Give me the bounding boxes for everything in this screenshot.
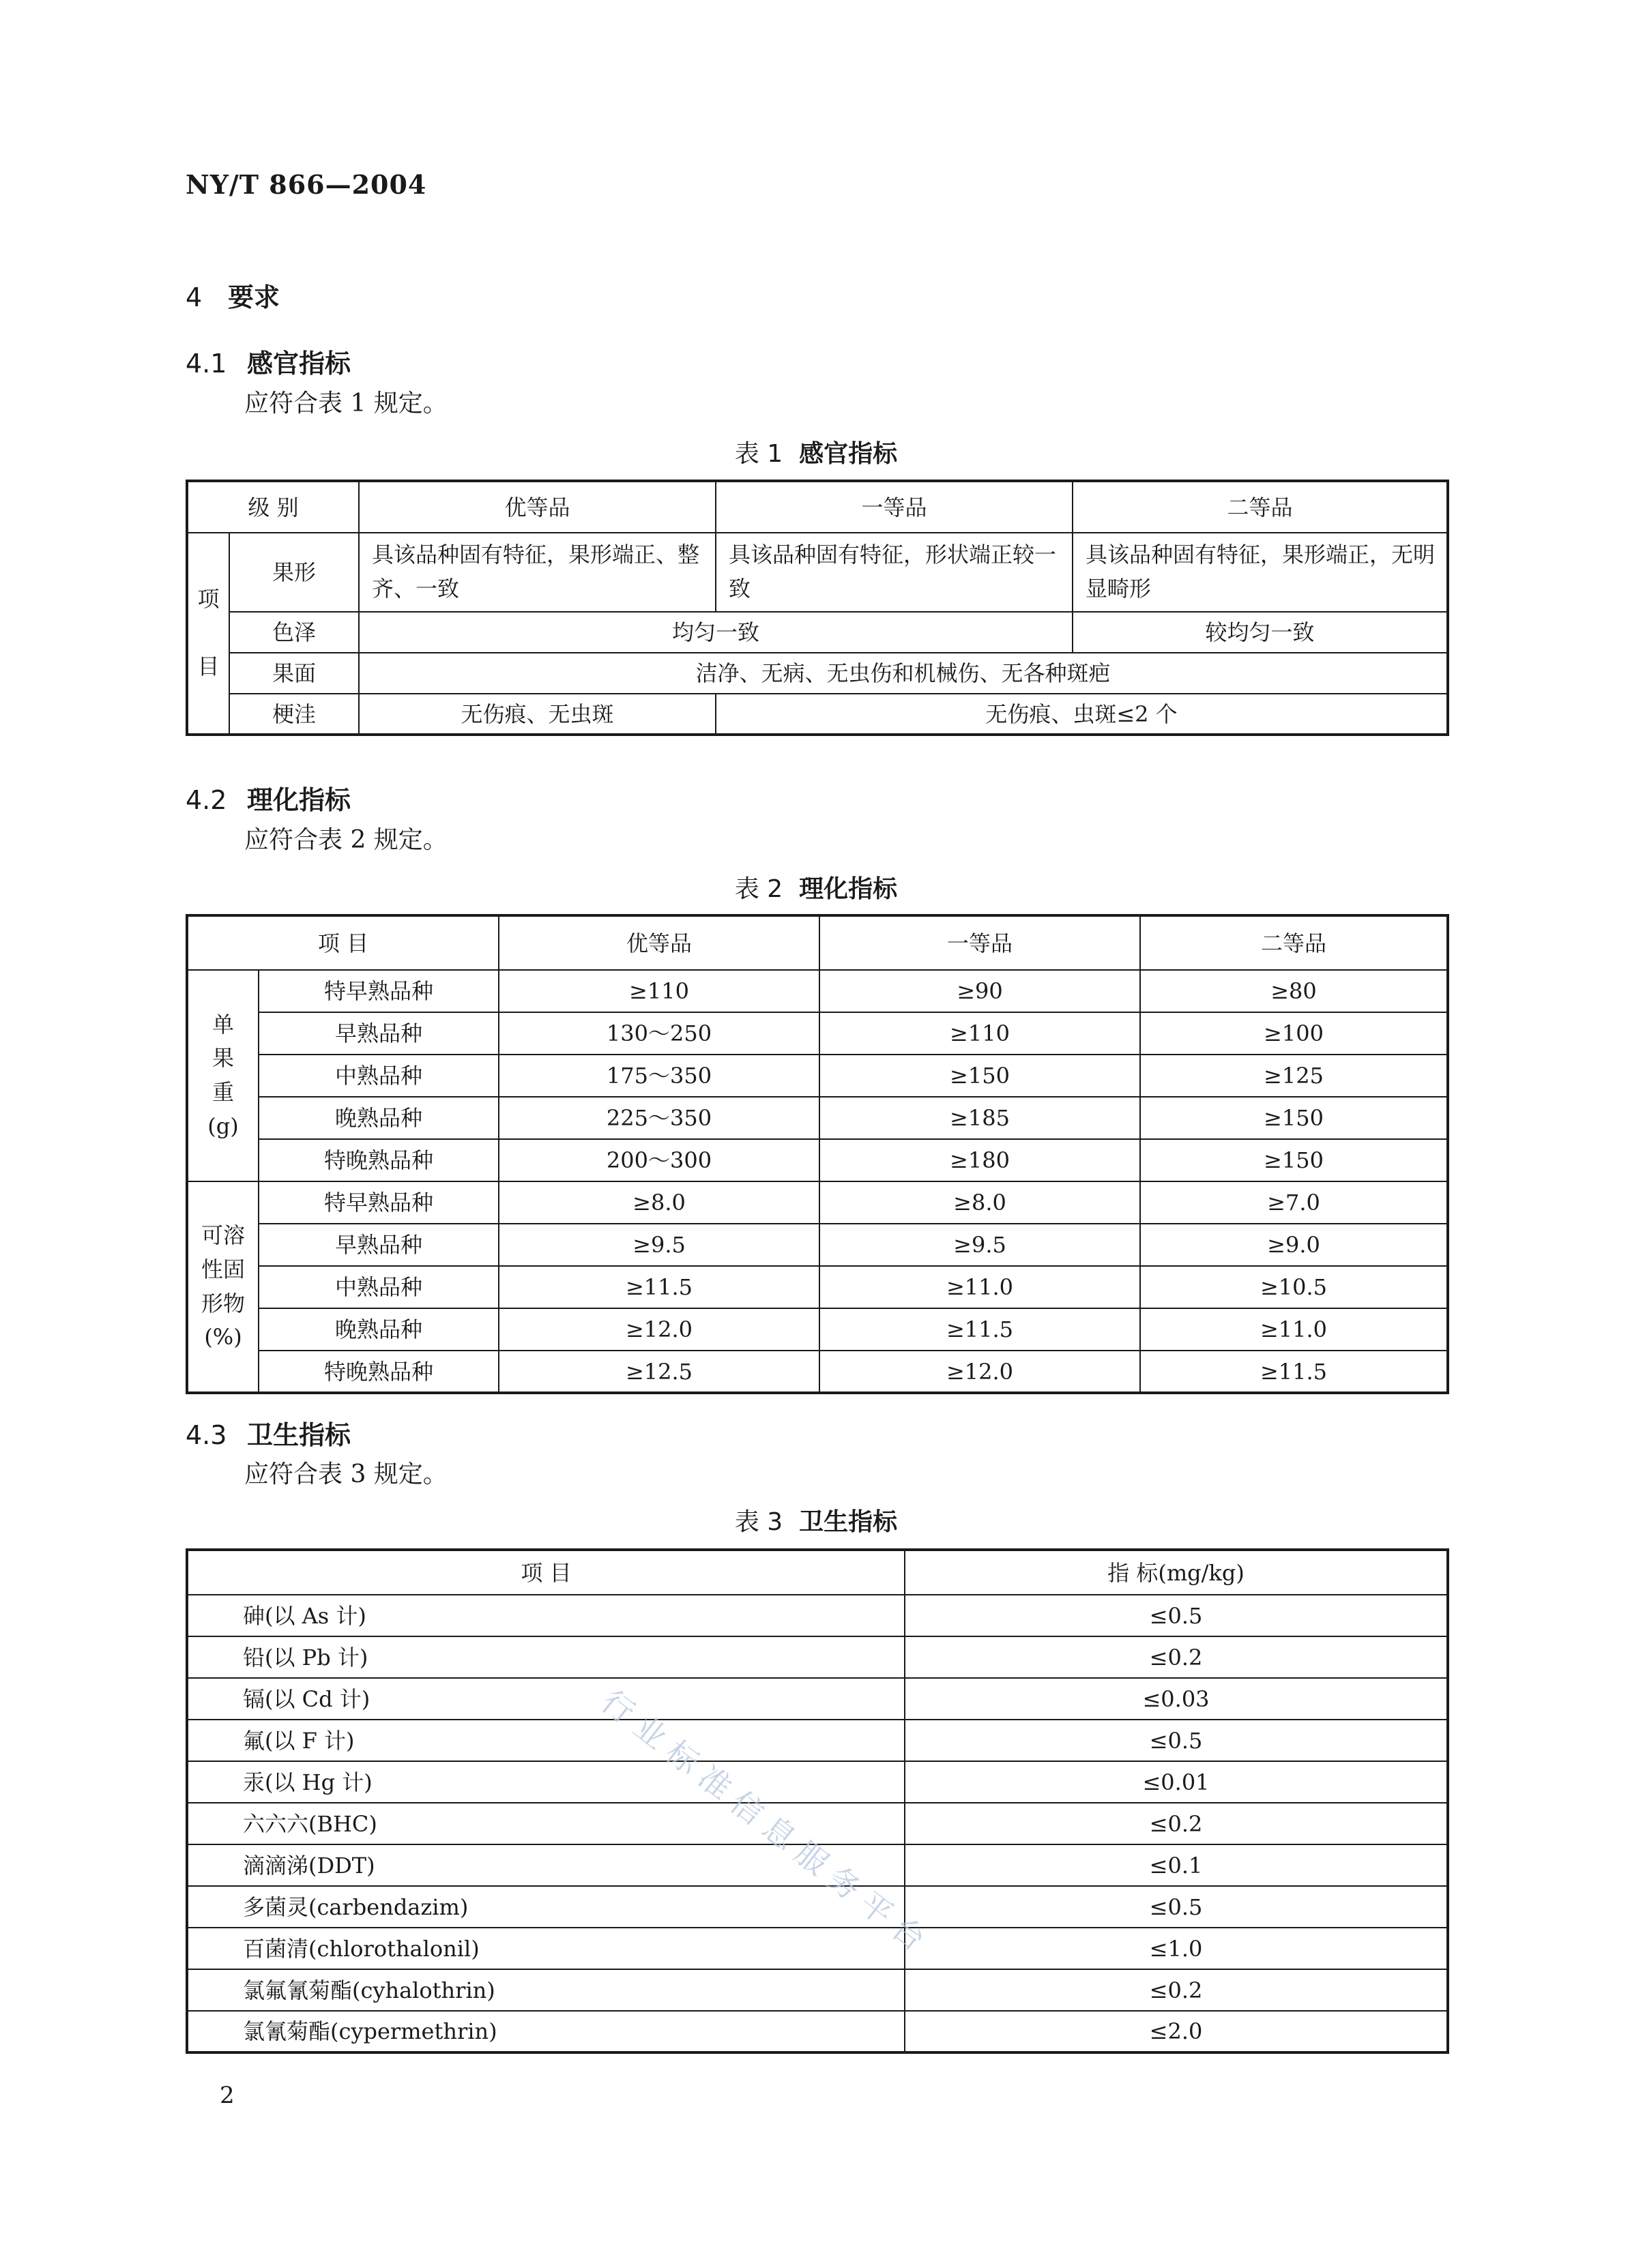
- page-number: 2: [220, 2082, 235, 2109]
- table-1-caption: [186, 435, 1446, 469]
- cell-value: ≤0.2: [905, 1636, 1448, 1678]
- row-label: 晚熟品种: [259, 1097, 499, 1139]
- cell-color-premium-first: 均匀一致: [359, 612, 1073, 653]
- cell-first: ≥9.5: [819, 1224, 1140, 1266]
- table-row: [187, 1595, 1448, 1636]
- table-row: [187, 1969, 1448, 2011]
- row-label-shape: 果形: [229, 533, 359, 612]
- section-4-3-note: 应符合表 3 规定。: [244, 1460, 448, 1488]
- cell-item: 氟(以 F 计): [187, 1720, 905, 1761]
- cell-first: ≥180: [819, 1139, 1140, 1181]
- table-row: [187, 1012, 1448, 1055]
- cell-second: ≥10.5: [1140, 1266, 1448, 1308]
- cell-value: ≤2.0: [905, 2011, 1448, 2052]
- cell-second: ≥150: [1140, 1097, 1448, 1139]
- cell-item: 氯氰菊酯(cypermethrin): [187, 2011, 905, 2052]
- caption-title: 感官指标: [799, 440, 898, 468]
- row-label: 早熟品种: [259, 1012, 499, 1055]
- row-label: 中熟品种: [259, 1266, 499, 1308]
- header-item: 项 目: [187, 1550, 905, 1595]
- cell-value: ≤0.5: [905, 1720, 1448, 1761]
- header-first-grade: 一等品: [819, 915, 1140, 970]
- table-row: [187, 1139, 1448, 1181]
- section-title: 卫生指标: [247, 1420, 351, 1450]
- cell-color-second: 较均匀一致: [1073, 612, 1448, 653]
- table-row: [187, 1636, 1448, 1678]
- cell-value: ≤0.5: [905, 1886, 1448, 1928]
- document-id: NY/T 866—2004: [186, 169, 427, 200]
- table-row-color: [187, 612, 1448, 653]
- cell-premium: ≥12.0: [499, 1308, 819, 1351]
- cell-value: ≤0.03: [905, 1678, 1448, 1720]
- cell-shape-first: 具该品种固有特征，形状端正较一致: [716, 533, 1073, 612]
- header-second-grade: 二等品: [1140, 915, 1448, 970]
- cell-first: ≥110: [819, 1012, 1140, 1055]
- table-header-row: [187, 481, 1448, 533]
- cell-value: ≤0.5: [905, 1595, 1448, 1636]
- cell-value: ≤1.0: [905, 1928, 1448, 1969]
- table-row-shape: [187, 533, 1448, 612]
- group-label-items: 项 目: [187, 533, 229, 735]
- cell-value: ≤0.1: [905, 1844, 1448, 1886]
- table-row: [187, 1224, 1448, 1266]
- header-value: 指 标(mg/kg): [905, 1550, 1448, 1595]
- table-row: [187, 1886, 1448, 1928]
- cell-item: 氯氟氰菊酯(cyhalothrin): [187, 1969, 905, 2011]
- group-label-fruit-weight: 单 果 重 (g): [187, 970, 259, 1181]
- table-header-row: [187, 1550, 1448, 1595]
- section-4-2-note: 应符合表 2 规定。: [244, 826, 448, 854]
- cell-shape-second: 具该品种固有特征，果形端正，无明显畸形: [1073, 533, 1448, 612]
- cell-second: ≥11.5: [1140, 1351, 1448, 1393]
- table-row-stem: [187, 694, 1448, 735]
- header-premium: 优等品: [359, 481, 716, 533]
- cell-second: ≥9.0: [1140, 1224, 1448, 1266]
- cell-premium: 225～350: [499, 1097, 819, 1139]
- cell-item: 铅(以 Pb 计): [187, 1636, 905, 1678]
- cell-second: ≥7.0: [1140, 1181, 1448, 1224]
- table-row-surface: [187, 653, 1448, 694]
- table-row: [187, 1351, 1448, 1393]
- section-number: 4.3: [186, 1420, 227, 1450]
- group-label-soluble-solids: 可溶 性固 形物 (%): [187, 1181, 259, 1393]
- row-label: 特晚熟品种: [259, 1139, 499, 1181]
- row-label: 特早熟品种: [259, 1181, 499, 1224]
- cell-item: 滴滴涕(DDT): [187, 1844, 905, 1886]
- cell-value: ≤0.2: [905, 1803, 1448, 1844]
- cell-premium: ≥12.5: [499, 1351, 819, 1393]
- table-2-physicochemical: [186, 914, 1449, 1394]
- cell-premium: ≥8.0: [499, 1181, 819, 1224]
- section-number: 4: [186, 282, 203, 312]
- table-1-sensory: [186, 480, 1449, 736]
- table-row: [187, 970, 1448, 1012]
- cell-second: ≥11.0: [1140, 1308, 1448, 1351]
- cell-premium: ≥110: [499, 970, 819, 1012]
- caption-number: 表 3: [734, 1508, 783, 1536]
- cell-first: ≥11.0: [819, 1266, 1140, 1308]
- cell-first: ≥185: [819, 1097, 1140, 1139]
- table-row: [187, 2011, 1448, 2052]
- cell-first: ≥8.0: [819, 1181, 1140, 1224]
- cell-item: 百菌清(chlorothalonil): [187, 1928, 905, 1969]
- cell-value: ≤0.01: [905, 1761, 1448, 1803]
- row-label: 中熟品种: [259, 1055, 499, 1097]
- table-3-hygiene: [186, 1548, 1449, 2054]
- cell-premium: 130～250: [499, 1012, 819, 1055]
- row-label: 特晚熟品种: [259, 1351, 499, 1393]
- cell-premium: 200～300: [499, 1139, 819, 1181]
- section-title: 要求: [228, 282, 280, 312]
- section-number: 4.1: [186, 349, 227, 379]
- row-label: 晚熟品种: [259, 1308, 499, 1351]
- cell-item: 汞(以 Hg 计): [187, 1761, 905, 1803]
- cell-first: ≥11.5: [819, 1308, 1140, 1351]
- row-label: 早熟品种: [259, 1224, 499, 1266]
- section-4-2-heading: [186, 779, 351, 816]
- section-4-1-note: 应符合表 1 规定。: [244, 389, 448, 417]
- caption-title: 理化指标: [799, 875, 898, 903]
- header-premium: 优等品: [499, 915, 819, 970]
- caption-number: 表 1: [734, 440, 783, 468]
- section-title: 感官指标: [247, 349, 351, 379]
- cell-item: 镉(以 Cd 计): [187, 1678, 905, 1720]
- table-row: [187, 1928, 1448, 1969]
- cell-first: ≥12.0: [819, 1351, 1140, 1393]
- row-label-color: 色泽: [229, 612, 359, 653]
- cell-second: ≥80: [1140, 970, 1448, 1012]
- cell-first: ≥150: [819, 1055, 1140, 1097]
- cell-item: 六六六(BHC): [187, 1803, 905, 1844]
- cell-premium: 175～350: [499, 1055, 819, 1097]
- cell-item: 多菌灵(carbendazim): [187, 1886, 905, 1928]
- caption-title: 卫生指标: [799, 1508, 898, 1536]
- row-label-surface: 果面: [229, 653, 359, 694]
- table-row: [187, 1181, 1448, 1224]
- caption-number: 表 2: [734, 875, 783, 903]
- cell-shape-premium: 具该品种固有特征，果形端正、整齐、一致: [359, 533, 716, 612]
- table-header-row: [187, 915, 1448, 970]
- header-grade: 级 别: [187, 481, 359, 533]
- cell-value: ≤0.2: [905, 1969, 1448, 2011]
- cell-premium: ≥9.5: [499, 1224, 819, 1266]
- cell-stem-premium: 无伤痕、无虫斑: [359, 694, 716, 735]
- cell-second: ≥125: [1140, 1055, 1448, 1097]
- section-4-1-heading: [186, 342, 351, 380]
- table-row: [187, 1266, 1448, 1308]
- table-row: [187, 1308, 1448, 1351]
- cell-premium: ≥11.5: [499, 1266, 819, 1308]
- cell-stem-first-second: 无伤痕、虫斑≤2 个: [716, 694, 1448, 735]
- cell-first: ≥90: [819, 970, 1140, 1012]
- table-row: [187, 1761, 1448, 1803]
- table-2-caption: [186, 870, 1446, 904]
- table-row: [187, 1678, 1448, 1720]
- table-row: [187, 1720, 1448, 1761]
- table-3-caption: [186, 1503, 1446, 1537]
- table-row: [187, 1055, 1448, 1097]
- cell-item: 砷(以 As 计): [187, 1595, 905, 1636]
- cell-second: ≥100: [1140, 1012, 1448, 1055]
- section-title: 理化指标: [247, 785, 351, 815]
- header-second-grade: 二等品: [1073, 481, 1448, 533]
- watermark-text: 行业标准信息服务平台: [594, 1683, 940, 1964]
- table-row: [187, 1097, 1448, 1139]
- row-label-stem: 梗洼: [229, 694, 359, 735]
- cell-surface-all: 洁净、无病、无虫伤和机械伤、无各种斑疤: [359, 653, 1448, 694]
- row-label: 特早熟品种: [259, 970, 499, 1012]
- header-item: 项 目: [187, 915, 499, 970]
- header-first-grade: 一等品: [716, 481, 1073, 533]
- cell-second: ≥150: [1140, 1139, 1448, 1181]
- section-number: 4.2: [186, 785, 227, 815]
- section-4-3-heading: [186, 1414, 351, 1452]
- section-4-heading: [186, 276, 280, 314]
